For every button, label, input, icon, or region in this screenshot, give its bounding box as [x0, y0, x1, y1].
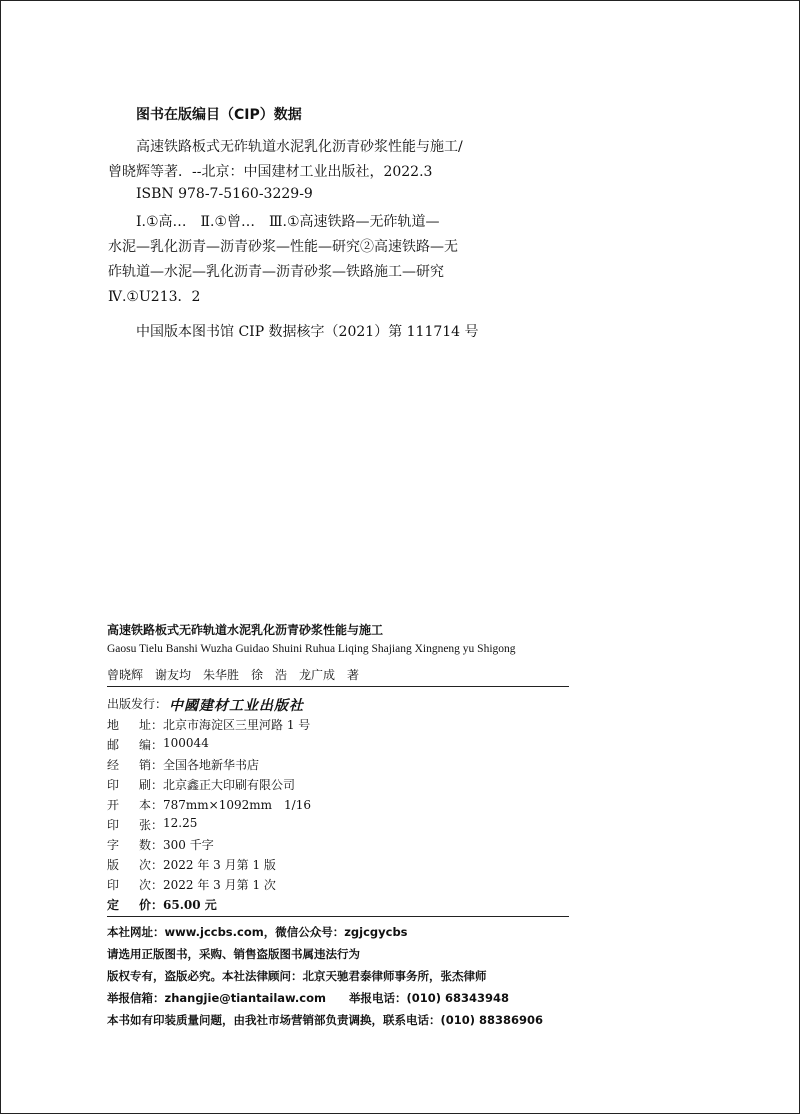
edition-value: 2022 年 3 月第 1 版 [163, 858, 276, 872]
sheets-value: 12.25 [163, 816, 198, 830]
label-char: 字 [107, 838, 120, 852]
colon: ： [151, 798, 164, 812]
info-row-format [107, 796, 311, 813]
info-row-word-count [107, 836, 214, 853]
label-char: 编 [138, 738, 151, 752]
label-char: 经 [107, 758, 120, 772]
info-row-edition [107, 856, 276, 873]
label-char: 印 [107, 778, 120, 792]
label-char: 次 [138, 858, 151, 872]
colon: ： [151, 738, 164, 752]
colon: ： [151, 878, 164, 892]
label-char: 数 [138, 838, 151, 852]
quality-contact: 本书如有印装质量问题，由我社市场营销部负责调换，联系电话：(010) 88386906 [107, 1013, 544, 1027]
info-row-printer [107, 776, 295, 793]
colon: ： [151, 898, 164, 912]
label-char: 地 [107, 718, 120, 732]
label-char: 销 [138, 758, 151, 772]
divider-top [107, 686, 569, 687]
label-char: 印 [107, 818, 120, 832]
label-char: 张 [138, 818, 151, 832]
publisher-website: 本社网址：www.jccbs.com，微信公众号：zgjcgycbs [107, 925, 408, 939]
format-value: 787mm×1092mm 1/16 [163, 798, 311, 812]
word-count-value: 300 千字 [163, 838, 214, 852]
info-row-distributor [107, 756, 259, 773]
cip-classification: Ⅳ.①U213．2 [108, 289, 201, 305]
cip-title-line-1: 高速铁路板式无砟轨道水泥乳化沥青砂浆性能与施工/ [136, 139, 463, 155]
colon: ： [151, 718, 164, 732]
publisher-label: 出版发行： [107, 697, 168, 711]
label-char: 次 [138, 878, 151, 892]
cip-title-line-2: 曾晓辉等著．--北京：中国建材工业出版社，2022.3 [108, 164, 433, 180]
label-char: 开 [107, 798, 120, 812]
info-row-address [107, 716, 310, 733]
label-char: 版 [107, 858, 120, 872]
cip-record-number: 中国版本图书馆 CIP 数据核字（2021）第 111714 号 [136, 324, 479, 340]
colon: ： [151, 758, 164, 772]
label-char: 价 [138, 898, 151, 912]
info-row-postcode [107, 736, 209, 753]
label-char: 本 [138, 798, 151, 812]
printer-value: 北京鑫正大印刷有限公司 [163, 778, 296, 792]
copyright-notice: 版权专有，盗版必究。本社法律顾问：北京天驰君泰律师事务所，张杰律师 [107, 969, 487, 983]
cip-subject-line-1: Ⅰ.①高… Ⅱ.①曾… Ⅲ.①高速铁路—无砟轨道— [136, 214, 440, 230]
book-pinyin-title: Gaosu Tielu Banshi Wuzha Guidao Shuini Ruhua Liqing Shajiang Xingneng yu Shigong [107, 643, 516, 655]
label-char: 邮 [107, 738, 120, 752]
book-title: 高速铁路板式无砟轨道水泥乳化沥青砂浆性能与施工 [107, 623, 384, 637]
book-authors: 曾晓辉 谢友均 朱华胜 徐 浩 龙广成 著 [107, 668, 360, 682]
piracy-notice: 请选用正版图书，采购、销售盗版图书属违法行为 [107, 947, 360, 961]
price-value: 65.00 元 [163, 898, 217, 912]
label-char: 刷 [138, 778, 151, 792]
address-value: 北京市海淀区三里河路 1 号 [163, 718, 311, 732]
colon: ： [151, 858, 164, 872]
distributor-value: 全国各地新华书店 [163, 758, 260, 772]
label-char: 定 [107, 898, 120, 912]
colon: ： [151, 778, 164, 792]
info-row-impression [107, 876, 276, 893]
cip-subject-line-2: 水泥—乳化沥青—沥青砂浆—性能—研究②高速铁路—无 [108, 239, 458, 255]
info-row-price [107, 896, 217, 913]
report-contact: 举报信箱：zhangjie@tiantailaw.com 举报电话：(010) 68343948 [107, 991, 510, 1005]
colon: ： [151, 818, 164, 832]
cip-subject-line-3: 砟轨道—水泥—乳化沥青—沥青砂浆—铁路施工—研究 [108, 264, 444, 280]
postcode-value: 100044 [163, 736, 209, 750]
cip-heading: 图书在版编目（CIP）数据 [136, 107, 302, 123]
info-row-sheets [107, 816, 197, 833]
colon: ： [151, 838, 164, 852]
publisher-logo: 中國建材工业出版社 [169, 698, 305, 714]
impression-value: 2022 年 3 月第 1 次 [163, 878, 276, 892]
label-char: 印 [107, 878, 120, 892]
divider-bottom [107, 916, 569, 917]
cip-isbn: ISBN 978-7-5160-3229-9 [136, 186, 313, 202]
label-char: 址 [138, 718, 151, 732]
publisher-row [107, 695, 304, 715]
